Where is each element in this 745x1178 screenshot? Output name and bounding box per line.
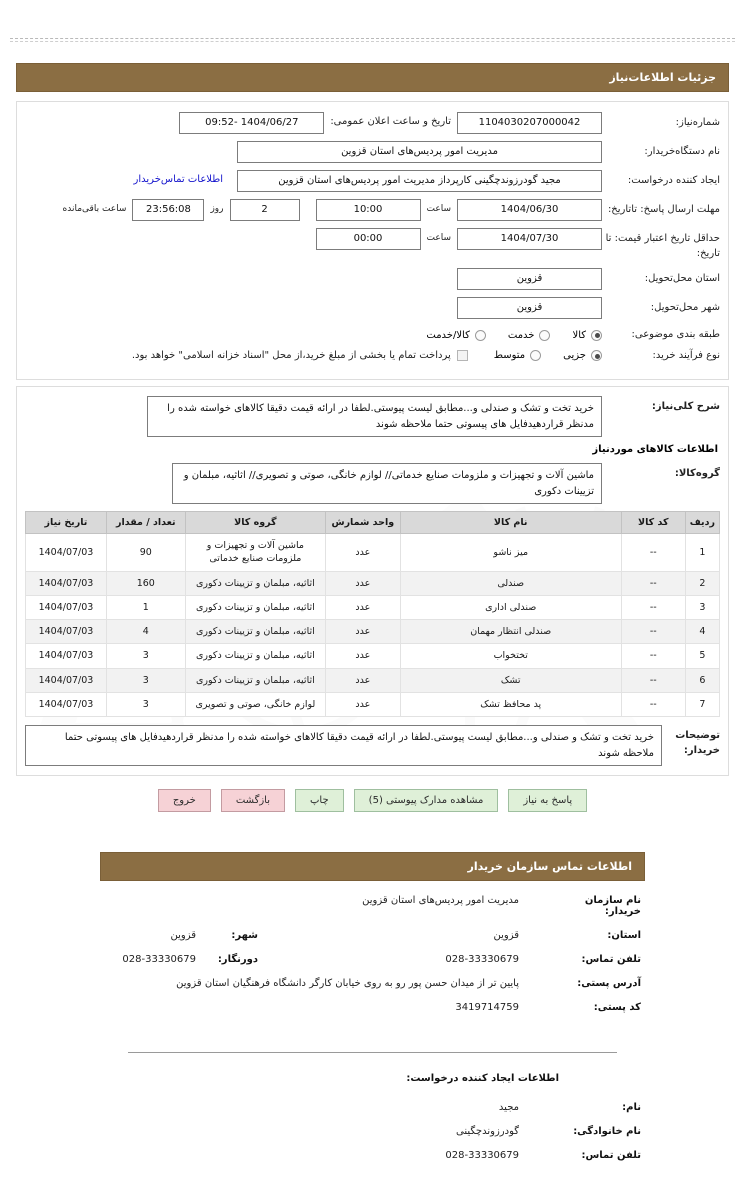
cell-group: اثاثیه، مبلمان و تزیینات دکوری — [185, 595, 325, 619]
buyer-notes-label: توضیحات خریدار: — [675, 730, 720, 756]
cell-name: صندلی — [400, 571, 621, 595]
need-desc-field[interactable]: خرید تخت و تشک و صندلی و...مطابق لیست پیوستی.لطفا در ارائه قیمت دقیقا کالاهای خواسته شده را مدنظر قراردهیدفایل های پیسوتی حتما ملاحظه شوند — [147, 396, 602, 437]
cell-name: میز ناشو — [400, 534, 621, 572]
contact-phone-label: تلفن تماس: — [581, 954, 641, 966]
validity-time-field[interactable]: 00:00 — [316, 228, 421, 250]
items-table-body — [26, 534, 720, 717]
category-label: طبقه بندی موضوعی: — [631, 329, 720, 340]
top-divider — [10, 38, 735, 42]
cell-name: صندلی اداری — [400, 595, 621, 619]
city-field[interactable]: قزوین — [457, 297, 602, 319]
cell-group: اثاثیه، مبلمان و تزیینات دکوری — [185, 571, 325, 595]
cell-index: 6 — [685, 668, 719, 692]
contact-phone-value: 028-33330679 — [445, 954, 519, 966]
cell-qty: 3 — [106, 668, 185, 692]
contact-postal-value: 3419714759 — [455, 1002, 519, 1014]
goods-group-field[interactable]: ماشین آلات و تجهیزات و ملزومات صنایع خدماتی// لوازم خانگی، صوتی و تصویری// اثاثیه، مبلمان و تزیینات دکوری — [172, 463, 602, 504]
page-root — [0, 38, 745, 1178]
process-option-minor-label: جزیی — [563, 350, 586, 362]
creator-phone-row — [104, 1150, 641, 1161]
validity-label: حداقل تاریخ اعتبار قیمت: تا تاریخ: — [605, 233, 720, 259]
cell-qty: 3 — [106, 644, 185, 668]
contact-section-header: اطلاعات تماس سازمان خریدار — [100, 852, 645, 881]
exit-button[interactable]: خروج — [158, 789, 211, 812]
cell-qty: 160 — [106, 571, 185, 595]
cell-code: -- — [621, 644, 685, 668]
view-attachments-button[interactable]: مشاهده مدارک پیوستی (5) — [354, 789, 499, 812]
contact-section — [100, 852, 645, 1178]
need-number-field[interactable]: 1104030207000042 — [457, 112, 602, 134]
remaining-hours-label: ساعت باقی‌مانده — [62, 204, 127, 214]
col-unit: واحد شمارش — [326, 512, 400, 534]
treasury-note-option[interactable] — [132, 350, 468, 361]
contact-address-label: آدرس پستی: — [577, 978, 641, 990]
cell-code: -- — [621, 620, 685, 644]
treasury-checkbox-icon[interactable] — [457, 350, 468, 361]
announce-datetime-field[interactable]: 1404/06/27 -09:52 — [179, 112, 324, 134]
cell-date: 1404/07/03 — [26, 693, 107, 717]
col-group: گروه کالا — [185, 512, 325, 534]
cell-index: 3 — [685, 595, 719, 619]
col-name: نام کالا — [400, 512, 621, 534]
contact-divider — [128, 1052, 617, 1053]
cell-date: 1404/07/03 — [26, 668, 107, 692]
cell-date: 1404/07/03 — [26, 644, 107, 668]
cell-name: تختخواب — [400, 644, 621, 668]
category-option-goods-label: کالا — [572, 329, 586, 341]
table-row — [26, 644, 720, 668]
col-index: ردیف — [685, 512, 719, 534]
city-label: شهر محل‌تحویل: — [650, 302, 720, 313]
remaining-days-field[interactable]: 2 — [230, 199, 300, 221]
contact-fax-label: دورنگار: — [217, 954, 258, 966]
cell-code: -- — [621, 595, 685, 619]
contact-org-value: مدیریت امور پردیس‌های استان قزوین — [362, 895, 519, 907]
items-table-header-row — [26, 512, 720, 534]
contact-org-label: نام سازمان خریدار: — [584, 895, 641, 918]
contact-address-row — [104, 978, 641, 989]
col-code: کد کالا — [621, 512, 685, 534]
contact-city-value: قزوین — [170, 930, 196, 942]
cell-group: اثاثیه، مبلمان و تزیینات دکوری — [185, 668, 325, 692]
items-table — [25, 511, 720, 717]
buyer-notes-row — [25, 725, 720, 766]
creator-section-title: اطلاعات ایجاد کننده درخواست: — [406, 1073, 559, 1085]
cell-unit: عدد — [326, 644, 400, 668]
city-row — [25, 297, 720, 319]
contact-address-value: پایین تر از میدان حسن پور رو به روی خیابان کارگر دانشگاه فرهنگیان استان قزوین — [176, 978, 519, 990]
category-option-service[interactable] — [508, 330, 551, 341]
cell-unit: عدد — [326, 693, 400, 717]
table-row — [26, 595, 720, 619]
cell-index: 5 — [685, 644, 719, 668]
details-section-header: جزئیات اطلاعات‌نیاز — [16, 63, 729, 92]
category-row — [25, 328, 720, 343]
creator-field[interactable]: مجید گودرزوندچگینی کارپرداز مدیریت امور پردیس‌های استان قزوین — [237, 170, 602, 192]
need-number-label: شماره‌نیاز: — [675, 117, 720, 128]
cell-index: 2 — [685, 571, 719, 595]
days-label: روز — [210, 204, 224, 214]
process-option-medium-label: متوسط — [493, 350, 526, 362]
category-option-goods-service[interactable] — [426, 330, 486, 341]
goods-group-label: گروه‌کالا: — [674, 468, 720, 479]
print-button[interactable]: چاپ — [295, 789, 344, 812]
cell-code: -- — [621, 693, 685, 717]
cell-qty: 90 — [106, 534, 185, 572]
province-row — [25, 268, 720, 290]
details-panel — [16, 101, 729, 380]
cell-code: -- — [621, 571, 685, 595]
table-row — [26, 534, 720, 572]
cell-unit: عدد — [326, 571, 400, 595]
cell-unit: عدد — [326, 668, 400, 692]
deadline-hour-label: ساعت — [426, 204, 451, 214]
goods-group-row — [25, 463, 720, 504]
announce-label: تاریخ و ساعت اعلان عمومی: — [330, 116, 451, 127]
buyer-org-row — [25, 141, 720, 163]
cell-index: 7 — [685, 693, 719, 717]
cell-name: صندلی انتظار مهمان — [400, 620, 621, 644]
cell-date: 1404/07/03 — [26, 620, 107, 644]
process-row — [25, 349, 720, 364]
radio-goods-icon[interactable] — [591, 330, 602, 341]
buyer-org-label: نام دستگاه‌خریدار: — [644, 146, 720, 157]
table-row — [26, 693, 720, 717]
contact-location-row — [104, 930, 641, 941]
deadline-date-field[interactable]: 1404/06/30 — [457, 199, 602, 221]
back-button[interactable]: بازگشت — [221, 789, 285, 812]
cell-name: پد محافظ تشک — [400, 693, 621, 717]
cell-index: 1 — [685, 534, 719, 572]
cell-date: 1404/07/03 — [26, 534, 107, 572]
creator-lastname-row — [104, 1126, 641, 1137]
creator-label: ایجاد کننده درخواست: — [627, 175, 720, 186]
need-desc-row — [25, 396, 720, 437]
table-row — [26, 620, 720, 644]
treasury-note-label: پرداخت تمام یا بخشی از مبلغ خرید،از محل "اسناد خزانه اسلامی" خواهد بود. — [131, 350, 451, 362]
cell-date: 1404/07/03 — [26, 595, 107, 619]
need-number-row — [25, 112, 720, 134]
need-desc-label: شرح کلی‌نیاز: — [651, 401, 720, 412]
radio-goods-service-icon[interactable] — [475, 330, 486, 341]
contact-province-value: قزوین — [493, 930, 519, 942]
process-label: نوع فرآیند خرید: — [652, 349, 720, 361]
cell-unit: عدد — [326, 534, 400, 572]
creator-lastname-label: نام خانوادگی: — [573, 1126, 641, 1138]
col-date: تاریخ نیاز — [26, 512, 107, 534]
goods-info-title: اطلاعات کالاهای موردنیاز — [592, 444, 718, 455]
cell-qty: 3 — [106, 693, 185, 717]
contact-fax-value: 028-33330679 — [122, 954, 196, 966]
remaining-time-field[interactable]: 23:56:08 — [132, 199, 204, 221]
cell-unit: عدد — [326, 595, 400, 619]
creator-firstname-value: مجید — [498, 1102, 519, 1114]
cell-qty: 1 — [106, 595, 185, 619]
col-qty: تعداد / مقدار — [106, 512, 185, 534]
action-button-bar — [0, 789, 745, 812]
creator-lastname-value: گودرزوندچگینی — [456, 1126, 519, 1138]
deadline-label: مهلت ارسال پاسخ: تاتاریخ: — [607, 204, 720, 215]
province-field[interactable]: قزوین — [457, 268, 602, 290]
creator-row — [25, 170, 720, 192]
buyer-org-field[interactable]: مدیریت امور پردیس‌های استان قزوین — [237, 141, 602, 163]
cell-group: اثاثیه، مبلمان و تزیینات دکوری — [185, 620, 325, 644]
contact-org-row — [104, 895, 641, 917]
cell-group: لوازم خانگی، صوتی و تصویری — [185, 693, 325, 717]
radio-service-icon[interactable] — [539, 330, 550, 341]
buyer-notes-field[interactable]: خرید تخت و تشک و صندلی و...مطابق لیست پیوستی.لطفا در ارائه قیمت دقیقا کالاهای خواسته شده را مدنظر قراردهیدفایل های پیسوتی حتما ملاحظه شوند — [25, 725, 662, 766]
validity-row — [25, 228, 720, 261]
process-option-minor[interactable] — [563, 350, 602, 361]
cell-qty: 4 — [106, 620, 185, 644]
category-option-goods-service-label: کالا/خدمت — [426, 329, 470, 341]
table-row — [26, 571, 720, 595]
radio-minor-icon[interactable] — [591, 350, 602, 361]
contact-province-label: استان: — [607, 930, 641, 942]
table-row — [26, 668, 720, 692]
cell-group: ماشین آلات و تجهیزات و ملزومات صنایع خدماتی — [185, 534, 325, 572]
need-description-panel — [16, 386, 729, 776]
deadline-row — [25, 199, 720, 221]
contact-phone-row — [104, 954, 641, 965]
validity-date-field[interactable]: 1404/07/30 — [457, 228, 602, 250]
category-option-service-label: خدمت — [507, 329, 535, 341]
province-label: استان محل‌تحویل: — [644, 273, 720, 284]
process-option-medium[interactable] — [494, 350, 541, 361]
cell-code: -- — [621, 668, 685, 692]
category-option-goods[interactable] — [572, 330, 602, 341]
cell-index: 4 — [685, 620, 719, 644]
contact-body — [100, 881, 645, 1030]
cell-group: اثاثیه، مبلمان و تزیینات دکوری — [185, 644, 325, 668]
creator-firstname-label: نام: — [622, 1102, 641, 1114]
cell-unit: عدد — [326, 620, 400, 644]
creator-phone-value: 028-33330679 — [445, 1150, 519, 1162]
deadline-time-field[interactable]: 10:00 — [316, 199, 421, 221]
cell-date: 1404/07/03 — [26, 571, 107, 595]
creator-body — [100, 1102, 645, 1178]
contact-city-label: شهر: — [231, 930, 258, 942]
contact-postal-label: کد پستی: — [593, 1002, 641, 1014]
validity-hour-label: ساعت — [426, 233, 451, 243]
respond-to-need-button[interactable]: پاسخ به نیاز — [508, 789, 587, 812]
creator-phone-label: تلفن تماس: — [581, 1150, 641, 1162]
contact-postal-row — [104, 1002, 641, 1013]
cell-name: تشک — [400, 668, 621, 692]
radio-medium-icon[interactable] — [530, 350, 541, 361]
creator-firstname-row — [104, 1102, 641, 1113]
cell-code: -- — [621, 534, 685, 572]
buyer-contact-link[interactable]: اطلاعات تماس‌خریدار — [133, 174, 223, 185]
